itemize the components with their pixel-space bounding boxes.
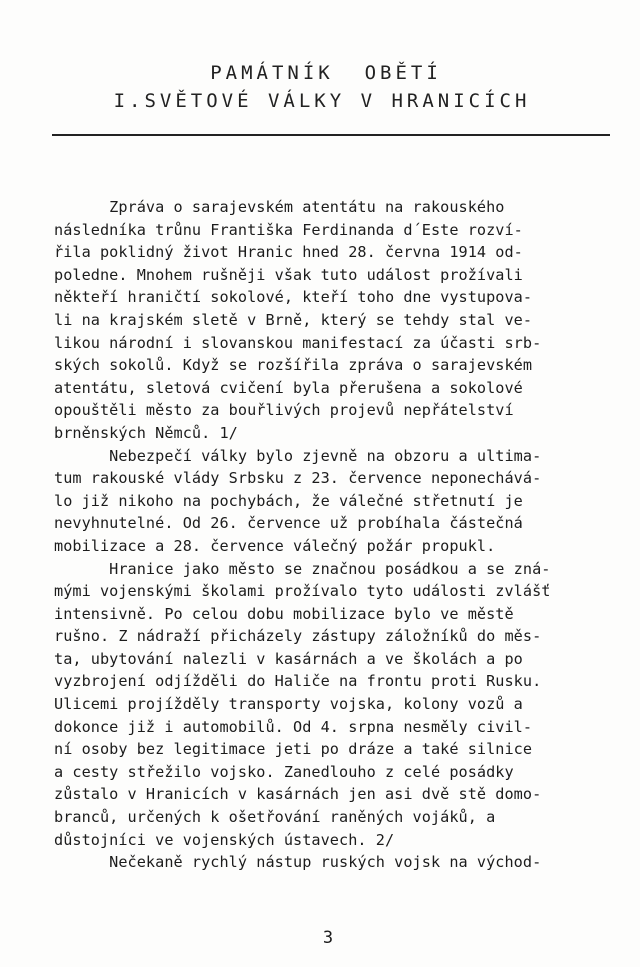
text-line: likou národní i slovanskou manifestací za účasti srb- (54, 333, 542, 352)
text-line: poledne. Mnohem rušněji však tuto událost prožívali (54, 265, 523, 284)
text-line: lo již nikoho na pochybách, že válečné střetnutí je (54, 491, 523, 510)
text-line: důstojníci ve vojenských ústavech. 2/ (54, 830, 395, 849)
title-line-1: PAMÁTNÍK OBĚTÍ (210, 62, 442, 84)
text-line: dokonce již i automobilů. Od 4. srpna nesměly civil- (54, 717, 533, 736)
text-line: někteří hraničtí sokolové, kteří toho dne vystupova- (54, 288, 533, 307)
text-line: ských sokolů. Když se rozšířila zpráva o sarajevském (54, 356, 533, 375)
body-text (54, 196, 624, 874)
text-line: Hranice jako město se značnou posádkou a se zná- (54, 559, 551, 578)
text-line: ta, ubytování nalezli v kasárnách a ve školách a po (54, 649, 523, 668)
text-line: Zpráva o sarajevském atentátu na rakouského (54, 198, 505, 216)
text-line: branců, určených k ošetřování raněných vojáků, a (54, 808, 496, 827)
text-line: nevyhnutelné. Od 26. července už probíhala částečná (54, 514, 523, 533)
text-line: tum rakouské vlády Srbsku z 23. července neponechává- (54, 469, 542, 488)
text-line: atentátu, sletová cvičení byla přerušena a sokolové (54, 378, 523, 397)
text-line: opouštěli město za bouřlivých projevů nepřátelství (54, 401, 514, 420)
text-line: mobilizace a 28. července válečný požár propukl. (54, 536, 496, 555)
title-divider (52, 134, 610, 136)
text-line: ní osoby bez legitimace jeti po dráze a také silnice (54, 740, 533, 759)
text-line: zůstalo v Hranicích v kasárnách jen asi dvě stě domo- (54, 785, 542, 804)
text-line: Ulicemi projížděly transporty vojska, kolony vozů a (54, 695, 523, 714)
text-line: brněnských Němců. 1/ (54, 423, 238, 442)
text-line: mými vojenskými školami prožívalo tyto události zvlášť (54, 582, 551, 601)
text-line: následníka trůnu Františka Ferdinanda d´Este rozví- (54, 220, 523, 239)
text-line: vyzbrojení odjížděli do Haliče na frontu proti Rusku. (54, 672, 542, 691)
text-line: rušno. Z nádraží přicházely zástupy záložníků do měs- (54, 627, 542, 646)
text-line: a cesty střežilo vojsko. Zanedlouho z celé posádky (54, 762, 514, 781)
text-line: řila poklidný život Hranic hned 28. června 1914 od- (54, 243, 523, 262)
text-line: Nečekaně rychlý nástup ruských vojsk na východ- (54, 853, 542, 872)
title-line-2: I.SVĚTOVÉ VÁLKY V HRANICÍCH (113, 90, 531, 112)
text-line: intensivně. Po celou dobu mobilizace bylo ve městě (54, 604, 514, 623)
text-line: li na krajském sletě v Brně, který se tehdy stal ve- (54, 310, 533, 329)
page-number: 3 (322, 928, 334, 948)
text-line: Nebezpečí války bylo zjevně na obzoru a ultima- (54, 446, 542, 465)
